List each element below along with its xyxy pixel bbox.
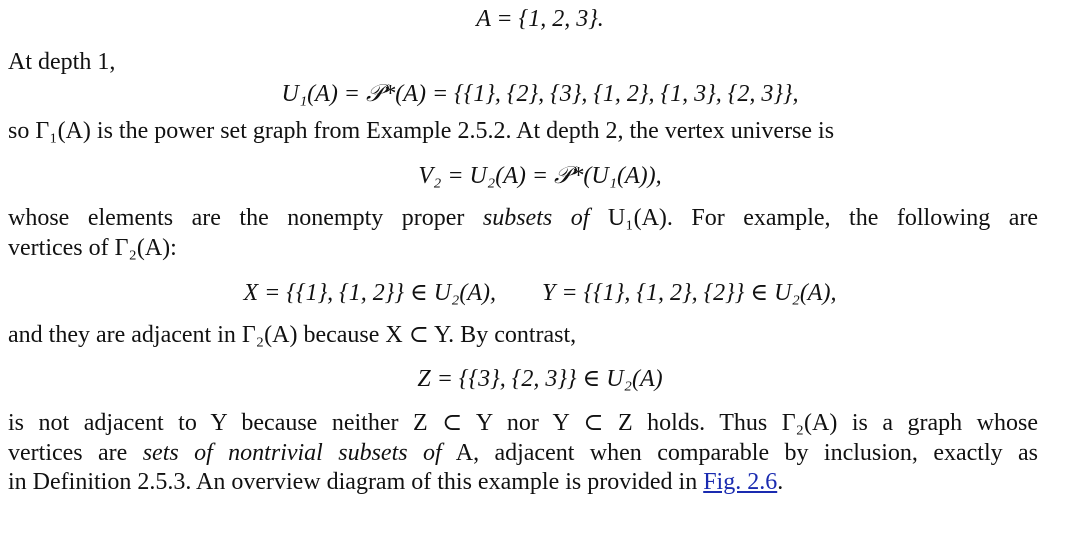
- text-whose-post: U₁(A). For example, the following are: [589, 205, 1038, 231]
- equation-xy: [0, 278, 1080, 308]
- text-verts: [8, 438, 1038, 468]
- text-def: [8, 467, 1038, 497]
- text-verts-em: sets of nontrivial subsets of: [142, 440, 442, 466]
- text-depth1: At depth 1,: [8, 49, 116, 75]
- equation-a: A = {1, 2, 3}.: [476, 6, 604, 32]
- equation-v2: V₂ = U₂(A) = 𝒫*(U₁(A)),: [418, 163, 662, 189]
- equation-y: Y = {{1}, {1, 2}, {2}} ∈ U₂(A),: [542, 280, 837, 306]
- equation-z: Z = {{3}, {2, 3}} ∈ U₂(A): [417, 366, 663, 392]
- text-def-post: .: [777, 469, 784, 495]
- text-def-pre: in Definition 2.5.3. An overview diagram of this example is provided in: [8, 469, 704, 495]
- text-verts-post: A, adjacent when comparable by inclusion, exactly as: [441, 440, 1038, 466]
- text-notadj: is not adjacent to Y because neither Z ⊂ Y nor Y ⊂ Z holds. Thus Γ₂(A) is a graph whose: [8, 410, 1038, 436]
- text-vertices: vertices of Γ₂(A):: [8, 235, 177, 261]
- text-whose-pre: whose elements are the nonempty proper: [8, 205, 483, 231]
- figure-link[interactable]: Fig. 2.6: [703, 469, 778, 495]
- equation-x: X = {{1}, {1, 2}} ∈ U₂(A),: [243, 280, 497, 306]
- text-whose-em: subsets of: [482, 205, 590, 231]
- text-whose: [8, 203, 1038, 233]
- text-adjacent: and they are adjacent in Γ₂(A) because X ⊂ Y. By contrast,: [8, 322, 577, 348]
- text-gamma1: so Γ₁(A) is the power set graph from Example 2.5.2. At depth 2, the vertex universe is: [8, 118, 835, 144]
- equation-u1: U₁(A) = 𝒫*(A) = {{1}, {2}, {3}, {1, 2}, {1, 3}, {2, 3}},: [281, 81, 799, 107]
- text-verts-pre: vertices are: [8, 440, 143, 466]
